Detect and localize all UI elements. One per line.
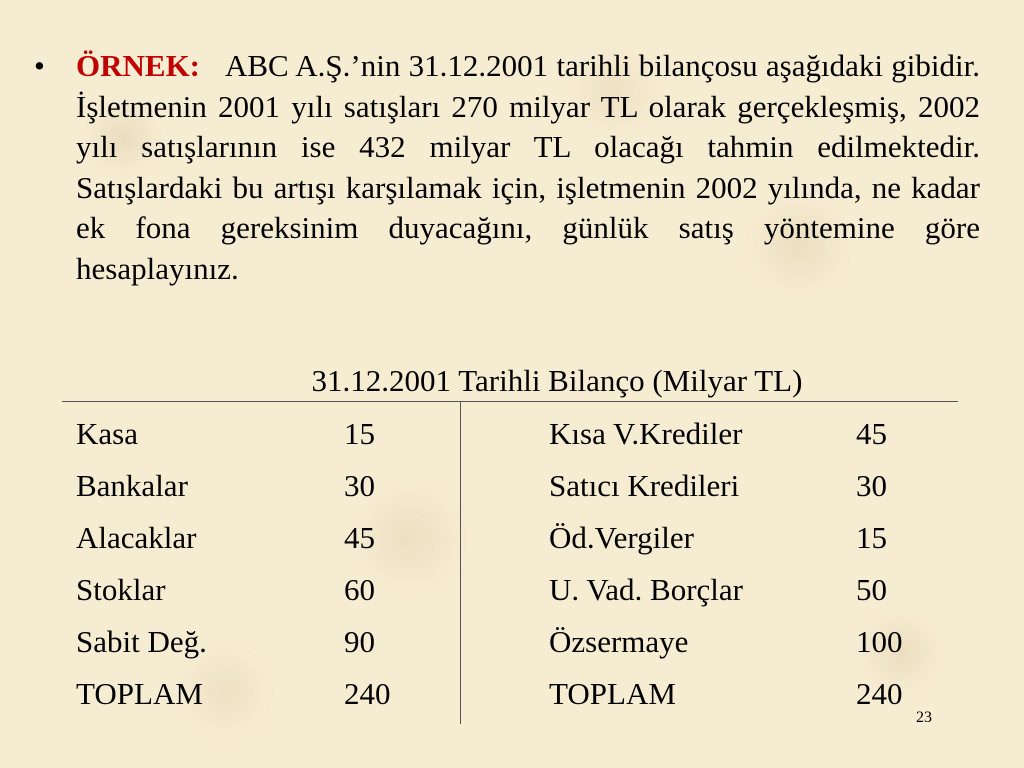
paragraph-body: ABC A.Ş.’nin 31.12.2001 tarihli bilançosu aşağıdaki gibidir. İşletmenin 2001 yılı satışları 270 milyar TL olarak gerçekleşmiş, 2002 yılı satışlarının ise 432 milyar TL olacağı tahmin edilmektedir. Satışlardaki bu artışı karşılamak için, işletmenin 2002 yılında, ne kadar ek fona gereksinim duyacağını, günlük satış yöntemine göre hesaplayınız. (76, 48, 980, 286)
bullet: • (34, 48, 45, 83)
asset-name: Kasa (76, 416, 138, 451)
table-top-rule (62, 401, 958, 402)
example-label: ÖRNEK: (76, 48, 200, 83)
liability-value: 100 (856, 624, 903, 659)
asset-name: Bankalar (76, 468, 188, 503)
page-number: 23 (916, 709, 932, 726)
liability-total-value: 240 (856, 676, 903, 711)
asset-total-value: 240 (344, 676, 391, 711)
asset-name: Stoklar (76, 572, 166, 607)
asset-value: 60 (344, 572, 375, 607)
liability-name: Öd.Vergiler (549, 520, 694, 555)
asset-name: Alacaklar (76, 520, 197, 555)
liability-value: 45 (856, 416, 887, 451)
liability-name: U. Vad. Borçlar (549, 572, 743, 607)
asset-name: Sabit Değ. (76, 624, 207, 659)
table-center-divider (460, 402, 461, 724)
asset-total-label: TOPLAM (76, 676, 203, 711)
asset-value: 90 (344, 624, 375, 659)
liability-value: 30 (856, 468, 887, 503)
asset-value: 45 (344, 520, 375, 555)
liability-name: Kısa V.Krediler (549, 416, 743, 451)
liability-name: Özsermaye (549, 624, 689, 659)
asset-value: 15 (344, 416, 375, 451)
liability-total-label: TOPLAM (549, 676, 676, 711)
paragraph-text (76, 46, 980, 289)
liability-value: 15 (856, 520, 887, 555)
asset-value: 30 (344, 468, 375, 503)
table-title: 31.12.2001 Tarihli Bilanço (Milyar TL) (311, 363, 803, 398)
example-paragraph (34, 46, 980, 289)
liability-name: Satıcı Kredileri (549, 468, 740, 503)
liability-value: 50 (856, 572, 887, 607)
